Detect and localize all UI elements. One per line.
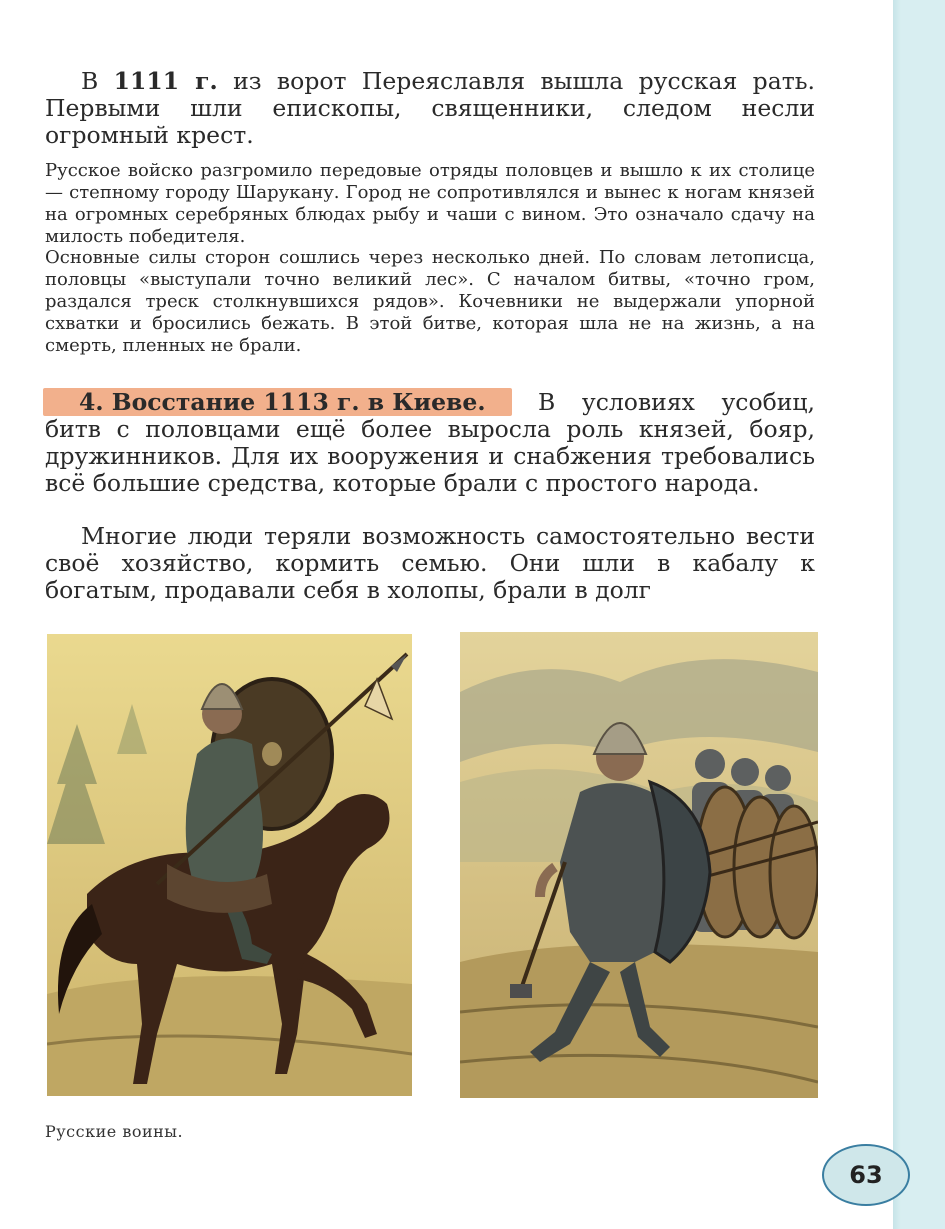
p1-before: В (81, 67, 114, 95)
page-number-badge: 63 (822, 1144, 910, 1206)
p1-after: из ворот Переяславля вышла русская рать. Первыми шли епископы, священники, следом несли огромный крест. (45, 67, 815, 149)
page-side-strip (893, 0, 945, 1229)
mounted-warrior-drawing (47, 634, 412, 1096)
paragraph-battle: Основные силы сторон сошлись через несколько дней. По словам летописца, половцы «выступали точно великий лес». С началом битвы, «точно гром, раздался треск столкнувшихся рядов». Кочевники не выдержали упорной схватки и бросились бежать. В этой битве, которая шла не на жизнь, а на смерть, пленных не брали. (45, 247, 815, 356)
year-1111: 1111 г. (113, 67, 218, 95)
foot-warriors-drawing (460, 632, 818, 1098)
illustration-mounted-warrior (47, 634, 412, 1096)
illustration-foot-warriors (460, 632, 818, 1098)
figure-caption: Русские воины. (45, 1122, 184, 1141)
paragraph-uprising (45, 388, 815, 497)
paragraph-debts (45, 523, 815, 604)
p4-text: В условиях усобиц, битв с половцами ещё более выросла роль князей, бояр, дружинников. Для их вооружения и снабжения требовались всё большие средства, которые брали с простого народа. (45, 388, 815, 497)
p5-text: Многие люди теряли возможность самостоятельно вести своё хозяйство, кормить семью. Они шли в кабалу к богатым, продавали себя в холопы, брали в долг (45, 522, 815, 604)
paragraph-sharukan: Русское войско разгромило передовые отряды половцев и вышло к их столице — степному городу Шарукану. Город не сопротивлялся и вынес к ногам князей на огромных серебряных блюдах рыбу и чаши с вином. Это означало сдачу на милость победителя. (45, 160, 815, 247)
paragraph-1111 (45, 68, 815, 149)
section-heading: 4. Восстание 1113 г. в Киеве. (43, 388, 512, 416)
